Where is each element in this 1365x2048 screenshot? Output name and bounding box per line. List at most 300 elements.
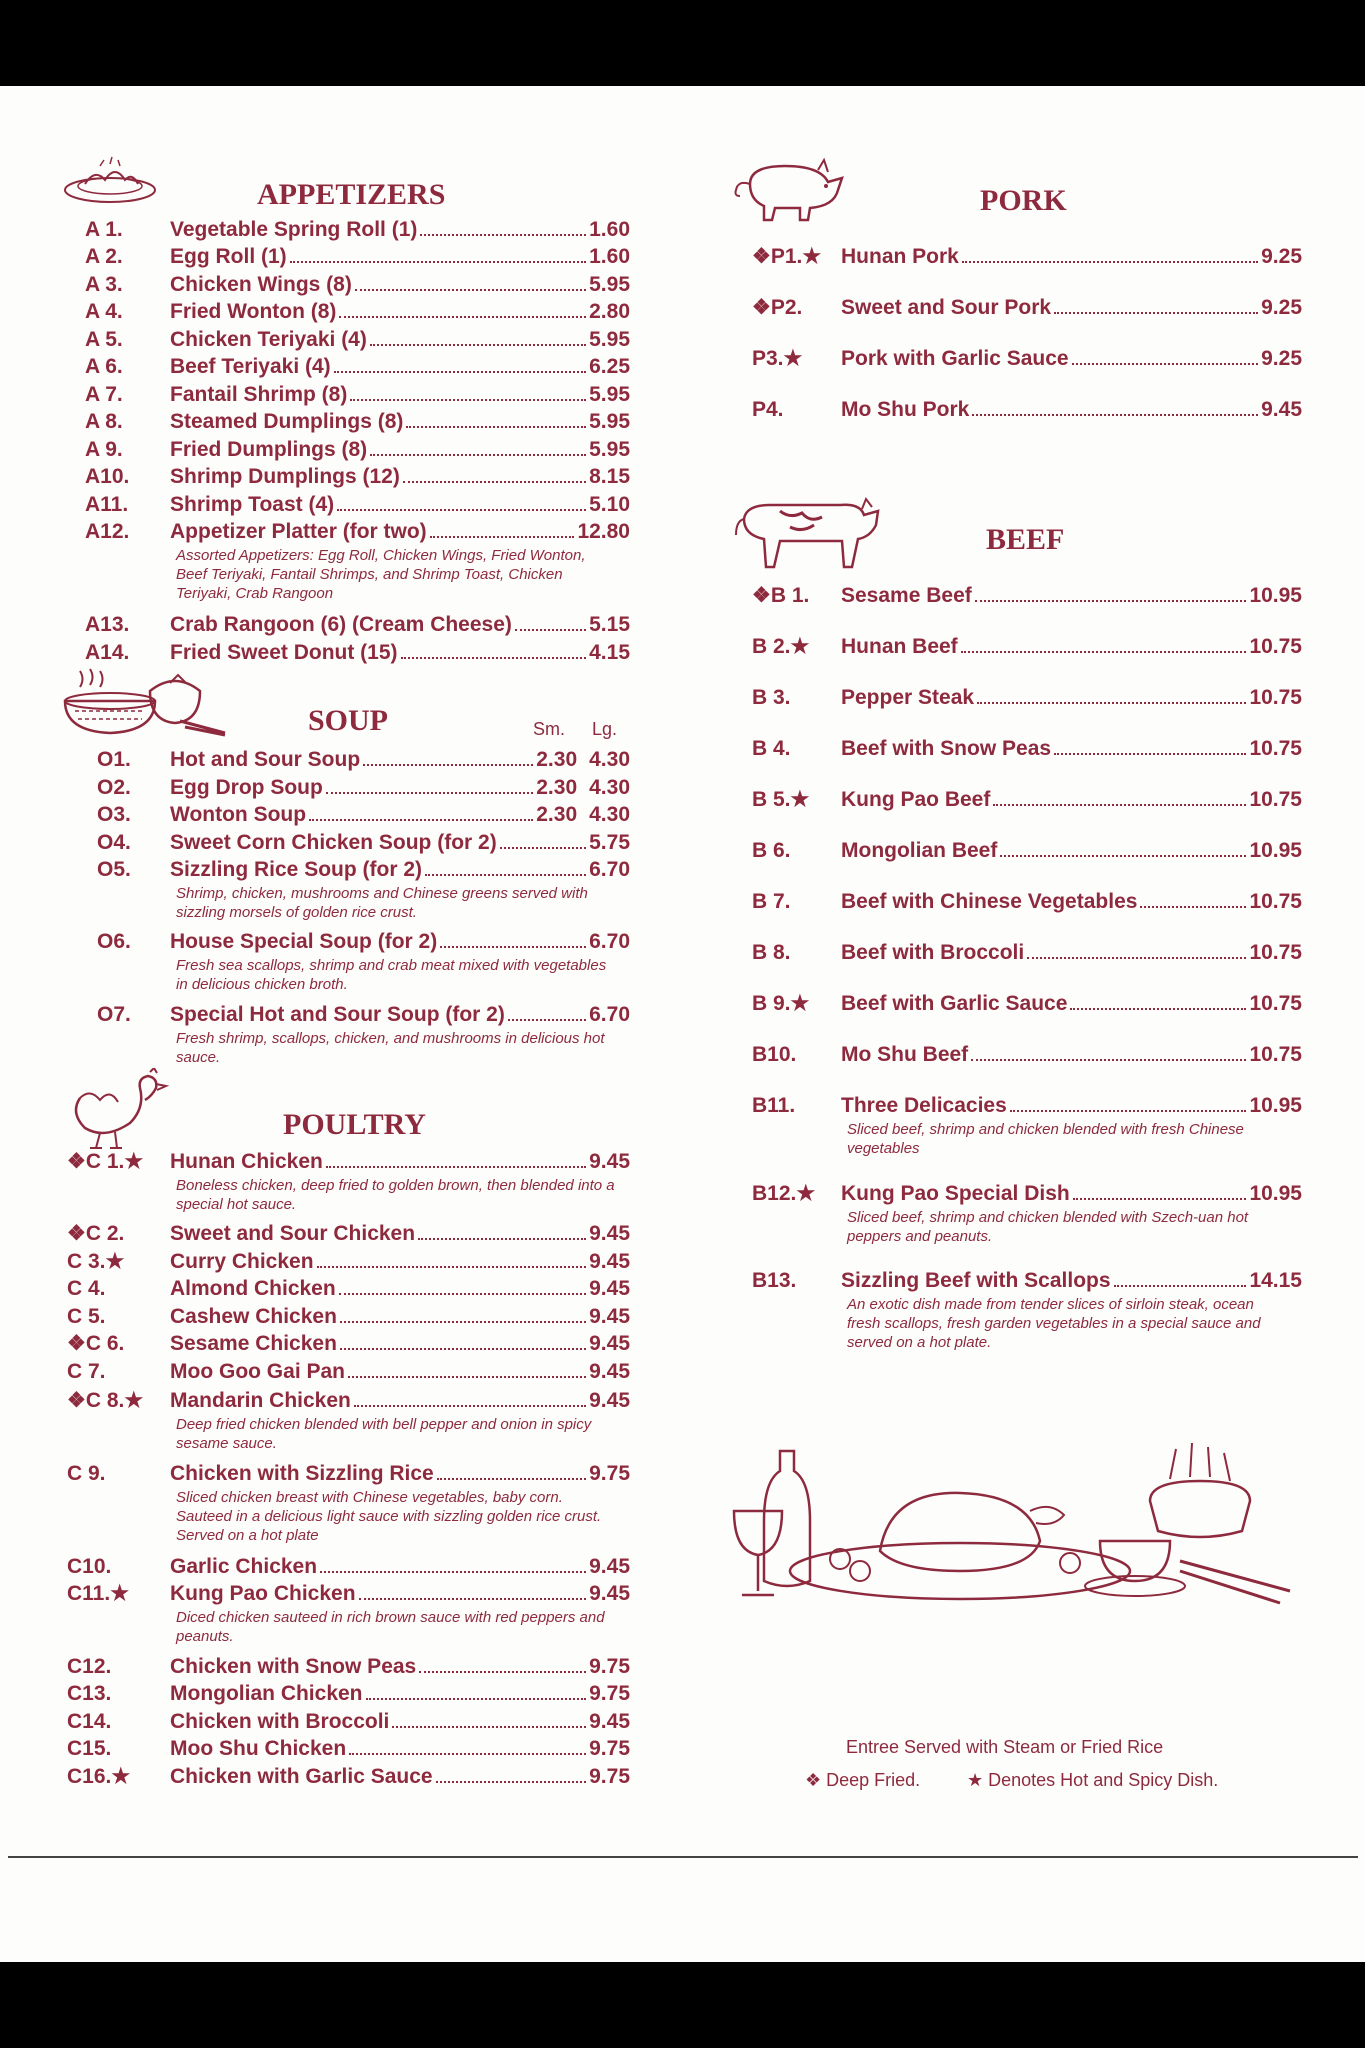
item-price: 2.30: [536, 776, 578, 799]
item-code: O2.: [97, 776, 131, 799]
item-name: Moo Shu Chicken: [170, 1737, 347, 1760]
item-code: ❖C 8.★: [67, 1389, 144, 1412]
item-name: Beef Teriyaki (4): [170, 355, 331, 378]
leader-dots: [355, 289, 586, 291]
leader-dots: [1000, 855, 1246, 857]
beef-item: [752, 684, 1302, 711]
item-price: 10.75: [1249, 737, 1302, 760]
leader-dots: [340, 1321, 586, 1323]
leader-dots: [1027, 957, 1246, 959]
item-price: 10.75: [1249, 1043, 1302, 1066]
item-price: 5.95: [589, 410, 630, 433]
item-name: Sizzling Beef with Scallops: [841, 1269, 1111, 1292]
poultry-item: [67, 1275, 630, 1302]
item-code: C10.: [67, 1555, 112, 1578]
appetizers-item: [85, 491, 630, 518]
item-price-large: 4.30: [589, 803, 630, 826]
poultry-item: [67, 1330, 630, 1357]
item-name: Egg Drop Soup: [170, 776, 323, 799]
item-code: C 3.★: [67, 1250, 125, 1273]
appetizers-item: [85, 216, 630, 243]
item-code: B12.★: [752, 1182, 816, 1205]
item-description: Diced chicken sauteed in rich brown sauce with red peppers and peanuts.: [176, 1609, 605, 1645]
item-code: C 9.: [67, 1462, 106, 1485]
item-code: O6.: [97, 930, 131, 953]
item-code: B 4.: [752, 737, 791, 760]
item-code: B11.: [752, 1094, 796, 1117]
chicken-icon: [60, 1068, 170, 1153]
item-code: C16.★: [67, 1765, 131, 1788]
leader-dots: [348, 1376, 586, 1378]
item-name: Hunan Pork: [841, 245, 959, 268]
item-name: Chicken with Garlic Sauce: [170, 1765, 433, 1788]
item-price: 9.45: [1261, 398, 1302, 421]
item-name: Beef with Chinese Vegetables: [841, 890, 1138, 913]
item-name: Sweet Corn Chicken Soup (for 2): [170, 831, 497, 854]
pork-title: PORK: [980, 184, 1067, 217]
leader-dots: [1070, 1008, 1246, 1010]
item-price: 8.15: [589, 465, 630, 488]
item-name: Chicken Teriyaki (4): [170, 328, 367, 351]
item-price: 9.45: [589, 1389, 630, 1412]
leader-dots: [1140, 906, 1246, 908]
item-name: Hunan Beef: [841, 635, 958, 658]
item-price: 12.80: [577, 520, 630, 543]
leader-dots: [326, 792, 533, 794]
item-code: B 7.: [752, 890, 791, 913]
leader-dots: [354, 1405, 586, 1407]
item-name: Mo Shu Beef: [841, 1043, 969, 1066]
item-name: Cashew Chicken: [170, 1305, 337, 1328]
leader-dots: [359, 1598, 587, 1600]
beef-item: [752, 939, 1302, 966]
item-price: 10.75: [1249, 686, 1302, 709]
appetizers-item: [85, 463, 630, 490]
item-code: A 4.: [85, 300, 123, 323]
leader-dots: [436, 1781, 587, 1783]
item-price: 9.75: [589, 1737, 630, 1760]
item-description: Boneless chicken, deep fried to golden brown, then blended into a special hot sauce.: [176, 1177, 615, 1213]
item-name: Mongolian Beef: [841, 839, 998, 862]
item-name: Pork with Garlic Sauce: [841, 347, 1069, 370]
item-name: Beef with Snow Peas: [841, 737, 1052, 760]
item-name: Beef with Garlic Sauce: [841, 992, 1068, 1015]
item-price: 10.75: [1249, 941, 1302, 964]
poultry-item: [67, 1358, 630, 1385]
item-name: Curry Chicken: [170, 1250, 314, 1273]
item-price: 9.45: [589, 1332, 630, 1355]
item-code: O5.: [97, 858, 131, 881]
soup-title: SOUP: [308, 704, 389, 737]
leader-dots: [392, 1726, 586, 1728]
item-code: P4.: [752, 398, 784, 421]
leader-dots: [363, 764, 533, 766]
item-name: Kung Pao Special Dish: [841, 1182, 1070, 1205]
item-name: Fried Sweet Donut (15): [170, 641, 398, 664]
item-price: 1.60: [589, 245, 630, 268]
leader-dots: [1010, 1110, 1247, 1112]
footer-deep-fried-legend: ❖ Deep Fried.: [805, 1770, 921, 1790]
item-code: P3.★: [752, 347, 803, 370]
pork-item: [752, 396, 1302, 423]
item-description: Deep fried chicken blended with bell pepper and onion in spicy sesame sauce.: [176, 1416, 592, 1452]
item-price: 9.45: [589, 1150, 630, 1173]
poultry-item: [67, 1763, 630, 1790]
poultry-item: [67, 1580, 630, 1607]
item-code: A 3.: [85, 273, 123, 296]
poultry-item: [67, 1303, 630, 1330]
item-price: 5.15: [589, 613, 630, 636]
beef-item: [752, 1267, 1302, 1294]
leader-dots: [515, 629, 586, 631]
item-code: A12.: [85, 520, 130, 543]
item-code: C 5.: [67, 1305, 106, 1328]
item-name: Hunan Chicken: [170, 1150, 323, 1173]
item-description: Sliced beef, shrimp and chicken blended with Szech-uan hot peppers and peanuts.: [847, 1209, 1249, 1245]
leader-dots: [425, 874, 586, 876]
item-code: ❖C 6.: [67, 1332, 125, 1355]
item-code: A 6.: [85, 355, 123, 378]
poultry-item: [67, 1653, 630, 1680]
pork-item: [752, 243, 1302, 270]
soup-size-small-label: Sm.: [533, 719, 566, 739]
pig-icon: [730, 156, 850, 224]
item-code: A 1.: [85, 218, 123, 241]
beef-title: BEEF: [986, 523, 1065, 556]
item-code: O4.: [97, 831, 131, 854]
item-code: C15.: [67, 1737, 112, 1760]
item-code: B13.: [752, 1269, 797, 1292]
appetizers-item: [85, 353, 630, 380]
appetizers-item: [85, 611, 630, 638]
leader-dots: [500, 847, 586, 849]
item-price: 10.95: [1249, 1094, 1302, 1117]
leader-dots: [419, 1671, 586, 1673]
item-code: A 8.: [85, 410, 123, 433]
item-description: Sliced chicken breast with Chinese vegetables, baby corn. Sauteed in a delicious light sauce with sizzling golden rice crust. Served on a hot plate: [176, 1489, 602, 1544]
item-price-large: 4.30: [589, 776, 630, 799]
item-code: ❖C 2.: [67, 1222, 125, 1245]
item-name: Shrimp Toast (4): [170, 493, 335, 516]
item-description: An exotic dish made from tender slices of sirloin steak, ocean fresh scallops, fresh garden vegetables in a special sauce and served on a hot plate.: [847, 1296, 1261, 1351]
item-price: 1.60: [589, 218, 630, 241]
item-name: Sizzling Rice Soup (for 2): [170, 858, 423, 881]
item-name: Sweet and Sour Chicken: [170, 1222, 416, 1245]
leader-dots: [406, 426, 586, 428]
leader-dots: [326, 1166, 586, 1168]
leader-dots: [370, 344, 586, 346]
item-code: A 5.: [85, 328, 123, 351]
footer-served-note: Entree Served with Steam or Fried Rice: [846, 1737, 1164, 1757]
item-price: 2.30: [536, 803, 578, 826]
item-price: 9.45: [589, 1360, 630, 1383]
item-description: Shrimp, chicken, mushrooms and Chinese greens served with sizzling morsels of golden rice crust.: [176, 885, 588, 921]
leader-dots: [334, 371, 586, 373]
leader-dots: [290, 261, 586, 263]
appetizers-title: APPETIZERS: [257, 178, 446, 211]
item-code: A10.: [85, 465, 130, 488]
leader-dots: [339, 1293, 586, 1295]
soup-item: [85, 856, 630, 883]
item-code: ❖P2.: [752, 296, 803, 319]
appetizers-item: [85, 381, 630, 408]
menu-page: [0, 86, 1365, 1962]
leader-dots: [961, 651, 1247, 653]
leader-dots: [962, 261, 1258, 263]
item-price: 9.75: [589, 1655, 630, 1678]
item-name: Three Delicacies: [841, 1094, 1007, 1117]
soup-item: [85, 746, 630, 773]
item-name: Sweet and Sour Pork: [841, 296, 1052, 319]
cow-icon: [730, 491, 885, 576]
item-code: O1.: [97, 748, 131, 771]
beef-item: [752, 633, 1302, 660]
soup-item: [85, 801, 630, 828]
item-name: Moo Goo Gai Pan: [170, 1360, 346, 1383]
item-code: C11.★: [67, 1582, 130, 1605]
poultry-item: [67, 1148, 630, 1175]
item-code: B 2.★: [752, 635, 810, 658]
item-price: 9.25: [1261, 245, 1302, 268]
item-name: House Special Soup (for 2): [170, 930, 438, 953]
appetizers-item: [85, 408, 630, 435]
item-name: Fried Dumplings (8): [170, 438, 368, 461]
soup-item: [85, 829, 630, 856]
item-name: Beef with Broccoli: [841, 941, 1025, 964]
soup-size-large-label: Lg.: [592, 719, 618, 739]
item-price: 10.75: [1249, 890, 1302, 913]
item-code: B 5.★: [752, 788, 810, 811]
item-price: 5.75: [589, 831, 630, 854]
appetizers-item: [85, 243, 630, 270]
item-description: Sliced beef, shrimp and chicken blended with fresh Chinese vegetables: [847, 1121, 1244, 1157]
item-price: 9.45: [589, 1710, 630, 1733]
item-name: Mandarin Chicken: [170, 1389, 351, 1412]
poultry-item: [67, 1248, 630, 1275]
item-description: Assorted Appetizers: Egg Roll, Chicken Wings, Fried Wonton, Beef Teriyaki, Fantail Shrimps, and Shrimp Toast, Chicken Teriyaki, Crab Rangoon: [176, 547, 586, 602]
leader-dots: [993, 804, 1246, 806]
item-price: 5.10: [589, 493, 630, 516]
leader-dots: [340, 1348, 586, 1350]
item-code: ❖C 1.★: [67, 1150, 144, 1173]
item-code: C14.: [67, 1710, 112, 1733]
item-price: 9.25: [1261, 296, 1302, 319]
item-code: A11.: [85, 493, 129, 516]
item-code: A 7.: [85, 383, 123, 406]
item-name: Kung Pao Chicken: [170, 1582, 356, 1605]
item-price: 9.75: [589, 1765, 630, 1788]
item-price: 9.45: [589, 1305, 630, 1328]
item-code: B 6.: [752, 839, 791, 862]
item-code: B10.: [752, 1043, 797, 1066]
leader-dots: [337, 509, 586, 511]
item-price: 6.25: [589, 355, 630, 378]
item-code: C 4.: [67, 1277, 106, 1300]
item-price: 10.75: [1249, 992, 1302, 1015]
beef-item: [752, 837, 1302, 864]
soup-item: [85, 1001, 630, 1028]
item-price: 6.70: [589, 858, 630, 881]
item-price: 2.30: [536, 748, 578, 771]
leader-dots: [350, 399, 586, 401]
item-name: Chicken with Snow Peas: [170, 1655, 417, 1678]
poultry-item: [67, 1735, 630, 1762]
beef-item: [752, 735, 1302, 762]
leader-dots: [977, 702, 1246, 704]
item-code: B 3.: [752, 686, 791, 709]
item-name: Hot and Sour Soup: [170, 748, 361, 771]
item-code: B 9.★: [752, 992, 810, 1015]
item-name: Chicken with Sizzling Rice: [170, 1462, 434, 1485]
item-name: Sesame Chicken: [170, 1332, 337, 1355]
item-price: 6.70: [589, 930, 630, 953]
leader-dots: [320, 1571, 586, 1573]
item-code: O7.: [97, 1003, 131, 1026]
leader-dots: [1072, 363, 1259, 365]
soup-bowl-icon: [60, 661, 230, 741]
poultry-item: [67, 1220, 630, 1247]
leader-dots: [1054, 753, 1246, 755]
item-code: B 8.: [752, 941, 791, 964]
leader-dots: [401, 657, 587, 659]
item-name: Pepper Steak: [841, 686, 975, 709]
item-name: Mo Shu Pork: [841, 398, 970, 421]
appetizers-item: [85, 518, 630, 545]
item-price: 9.45: [589, 1277, 630, 1300]
leader-dots: [440, 946, 586, 948]
leader-dots: [370, 454, 586, 456]
beef-item: [752, 888, 1302, 915]
beef-item: [752, 1180, 1302, 1207]
pork-item: [752, 294, 1302, 321]
item-code: A13.: [85, 613, 130, 636]
item-price: 9.45: [589, 1250, 630, 1273]
soup-item: [85, 774, 630, 801]
item-code: A 9.: [85, 438, 123, 461]
poultry-item: [67, 1708, 630, 1735]
item-name: Egg Roll (1): [170, 245, 287, 268]
item-price: 5.95: [589, 273, 630, 296]
item-price: 9.75: [589, 1462, 630, 1485]
beef-item: [752, 786, 1302, 813]
item-name: Sesame Beef: [841, 584, 972, 607]
footer-spicy-legend: ★ Denotes Hot and Spicy Dish.: [967, 1770, 1219, 1790]
item-name: Special Hot and Sour Soup (for 2): [170, 1003, 505, 1026]
item-name: Mongolian Chicken: [170, 1682, 363, 1705]
item-code: C 7.: [67, 1360, 106, 1383]
item-price-large: 4.30: [589, 748, 630, 771]
item-price: 5.95: [589, 383, 630, 406]
poultry-item: [67, 1553, 630, 1580]
item-name: Wonton Soup: [170, 803, 307, 826]
leader-dots: [971, 1059, 1246, 1061]
item-name: Steamed Dumplings (8): [170, 410, 404, 433]
item-name: Crab Rangoon (6) (Cream Cheese): [170, 613, 512, 636]
feast-illustration: [730, 1431, 1300, 1611]
leader-dots: [349, 1753, 586, 1755]
appetizers-item: [85, 271, 630, 298]
poultry-item: [67, 1680, 630, 1707]
item-price: 10.95: [1249, 584, 1302, 607]
leader-dots: [317, 1266, 587, 1268]
item-price: 9.75: [589, 1682, 630, 1705]
item-price: 4.15: [589, 641, 630, 664]
item-price: 14.15: [1249, 1269, 1302, 1292]
appetizers-item: [85, 298, 630, 325]
item-code: ❖B 1.: [752, 584, 810, 607]
leader-dots: [420, 234, 586, 236]
item-name: Fantail Shrimp (8): [170, 383, 348, 406]
item-price: 10.75: [1249, 635, 1302, 658]
leader-dots: [1073, 1198, 1247, 1200]
beef-item: [752, 1041, 1302, 1068]
page-fold-line: [8, 1856, 1358, 1858]
item-price: 2.80: [589, 300, 630, 323]
item-price: 9.45: [589, 1555, 630, 1578]
beef-item: [752, 1092, 1302, 1119]
item-code: O3.: [97, 803, 131, 826]
item-price: 9.45: [589, 1582, 630, 1605]
leader-dots: [972, 414, 1258, 416]
item-name: Vegetable Spring Roll (1): [170, 218, 418, 241]
item-description: Fresh shrimp, scallops, chicken, and mushrooms in delicious hot sauce.: [176, 1030, 605, 1066]
item-name: Almond Chicken: [170, 1277, 336, 1300]
item-price: 5.95: [589, 438, 630, 461]
appetizer-plate-icon: [60, 156, 160, 206]
appetizers-item: [85, 326, 630, 353]
pork-item: [752, 345, 1302, 372]
item-price: 6.70: [589, 1003, 630, 1026]
item-name: Kung Pao Beef: [841, 788, 991, 811]
item-price: 10.95: [1249, 1182, 1302, 1205]
poultry-item: [67, 1387, 630, 1414]
soup-item: [85, 928, 630, 955]
leader-dots: [309, 819, 533, 821]
item-price: 9.25: [1261, 347, 1302, 370]
item-code: A14.: [85, 641, 130, 664]
leader-dots: [1114, 1285, 1247, 1287]
item-name: Appetizer Platter (for two): [170, 520, 427, 543]
leader-dots: [508, 1019, 586, 1021]
poultry-item: [67, 1460, 630, 1487]
item-price: 5.95: [589, 328, 630, 351]
beef-item: [752, 582, 1302, 609]
beef-item: [752, 990, 1302, 1017]
item-price: 10.95: [1249, 839, 1302, 862]
poultry-title: POULTRY: [283, 1108, 426, 1141]
item-name: Garlic Chicken: [170, 1555, 318, 1578]
leader-dots: [366, 1698, 587, 1700]
leader-dots: [975, 600, 1247, 602]
item-name: Chicken Wings (8): [170, 273, 352, 296]
leader-dots: [1054, 312, 1258, 314]
item-price: 10.75: [1249, 788, 1302, 811]
leader-dots: [430, 536, 575, 538]
item-name: Chicken with Broccoli: [170, 1710, 390, 1733]
item-code: A 2.: [85, 245, 123, 268]
item-description: Fresh sea scallops, shrimp and crab meat mixed with vegetables in delicious chicken broth.: [176, 957, 607, 993]
leader-dots: [339, 316, 586, 318]
item-price: 9.45: [589, 1222, 630, 1245]
item-name: Fried Wonton (8): [170, 300, 337, 323]
item-code: C12.: [67, 1655, 112, 1678]
appetizers-item: [85, 436, 630, 463]
leader-dots: [418, 1238, 586, 1240]
leader-dots: [403, 481, 586, 483]
item-name: Shrimp Dumplings (12): [170, 465, 400, 488]
leader-dots: [437, 1478, 586, 1480]
item-code: ❖P1.★: [752, 245, 822, 268]
